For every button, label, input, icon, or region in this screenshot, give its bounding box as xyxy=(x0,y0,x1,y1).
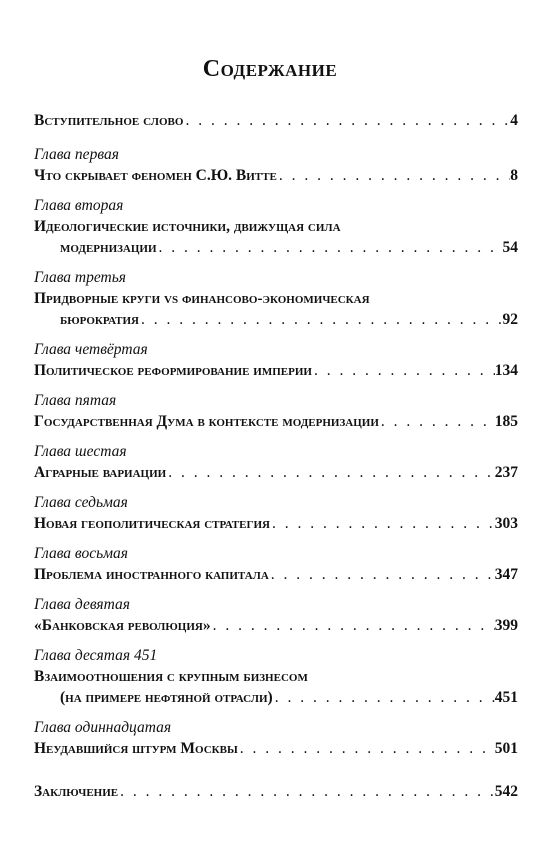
entry-title: Заключение xyxy=(34,783,119,800)
dot-leader xyxy=(379,411,495,432)
entry-title: Государственная Дума в контексте модернизации xyxy=(34,413,379,430)
page-number: 4 xyxy=(510,112,518,129)
dot-leader xyxy=(166,462,495,483)
chapter-label: Глава седьмая xyxy=(34,494,128,511)
chapter-label: Глава первая xyxy=(34,146,119,163)
toc-entry-chapter-7 xyxy=(34,493,518,534)
toc-row[interactable] xyxy=(34,462,518,483)
entry-title-line1: Взаимоотношения с крупным бизнесом xyxy=(34,668,308,685)
toc-entry-intro xyxy=(34,110,518,131)
toc-entry-chapter-10 xyxy=(34,646,518,708)
chapter-label: Глава девятая xyxy=(34,596,130,613)
toc-entry-conclusion xyxy=(34,781,518,802)
entry-title: Проблема иностранного капитала xyxy=(34,566,269,583)
entry-title: Что скрывает феномен С.Ю. Витте xyxy=(34,167,277,184)
dot-leader xyxy=(157,237,503,258)
entry-title: «Банковская революция» xyxy=(34,617,211,634)
toc-row[interactable] xyxy=(34,237,518,258)
table-of-contents xyxy=(34,110,518,812)
toc-row[interactable] xyxy=(34,781,518,802)
toc-row[interactable] xyxy=(34,411,518,432)
chapter-label: Глава восьмая xyxy=(34,545,128,562)
entry-title: Новая геополитическая стратегия xyxy=(34,515,270,532)
dot-leader xyxy=(312,360,495,381)
entry-title: Вступительное слово xyxy=(34,112,184,129)
entry-title: модернизации xyxy=(60,239,157,256)
toc-entry-chapter-3 xyxy=(34,268,518,330)
page-number: 237 xyxy=(494,464,518,481)
dot-leader xyxy=(238,738,495,759)
chapter-label: Глава пятая xyxy=(34,392,117,409)
toc-entry-chapter-1 xyxy=(34,145,518,186)
toc-entry-chapter-5 xyxy=(34,391,518,432)
page-number: 303 xyxy=(494,515,518,532)
entry-title-line1: Придворные круги vs финансово-экономическая xyxy=(34,290,370,307)
toc-row[interactable] xyxy=(34,309,518,330)
page-number: 54 xyxy=(502,239,518,256)
page-number: 92 xyxy=(502,311,518,328)
chapter-label: Глава шестая xyxy=(34,443,127,460)
chapter-label: Глава четвёртая xyxy=(34,341,148,358)
entry-title: Неудавшийся штурм Москвы xyxy=(34,740,238,757)
toc-entry-chapter-6 xyxy=(34,442,518,483)
page-number: 8 xyxy=(510,167,518,184)
toc-row[interactable] xyxy=(34,687,518,708)
dot-leader xyxy=(211,615,495,636)
toc-row[interactable] xyxy=(34,360,518,381)
toc-entry-chapter-11 xyxy=(34,718,518,759)
toc-entry-chapter-8 xyxy=(34,544,518,585)
dot-leader xyxy=(273,687,495,708)
entry-title: бюрократия xyxy=(60,311,139,328)
toc-row[interactable] xyxy=(34,110,518,131)
page-number: 134 xyxy=(494,362,518,379)
toc-entry-chapter-9 xyxy=(34,595,518,636)
dot-leader xyxy=(269,564,495,585)
entry-title: Политическое реформирование империи xyxy=(34,362,312,379)
chapter-label: Глава третья xyxy=(34,269,127,286)
toc-row[interactable] xyxy=(34,165,518,186)
toc-row[interactable] xyxy=(34,738,518,759)
page-title: Содержание xyxy=(202,56,338,82)
chapter-label: Глава десятая 451 xyxy=(34,647,158,664)
entry-title: Аграрные вариации xyxy=(34,464,167,481)
chapter-label: Глава вторая xyxy=(34,197,124,214)
entry-title-line1: Идеологические источники, движущая сила xyxy=(34,218,341,235)
page-number: 185 xyxy=(494,413,518,430)
dot-leader xyxy=(118,781,495,802)
dot-leader xyxy=(139,309,503,330)
chapter-label: Глава одиннадцатая xyxy=(34,719,172,736)
dot-leader xyxy=(277,165,510,186)
dot-leader xyxy=(270,513,495,534)
toc-row[interactable] xyxy=(34,513,518,534)
dot-leader xyxy=(183,110,510,131)
entry-title: (на примере нефтяной отрасли) xyxy=(60,689,273,706)
page-number: 542 xyxy=(494,783,518,800)
page-number: 451 xyxy=(494,689,518,706)
toc-row[interactable] xyxy=(34,615,518,636)
toc-entry-chapter-2 xyxy=(34,196,518,258)
toc-row[interactable] xyxy=(34,564,518,585)
toc-entry-chapter-4 xyxy=(34,340,518,381)
page-number: 399 xyxy=(494,617,518,634)
page-number: 347 xyxy=(494,566,518,583)
page-number: 501 xyxy=(494,740,518,757)
